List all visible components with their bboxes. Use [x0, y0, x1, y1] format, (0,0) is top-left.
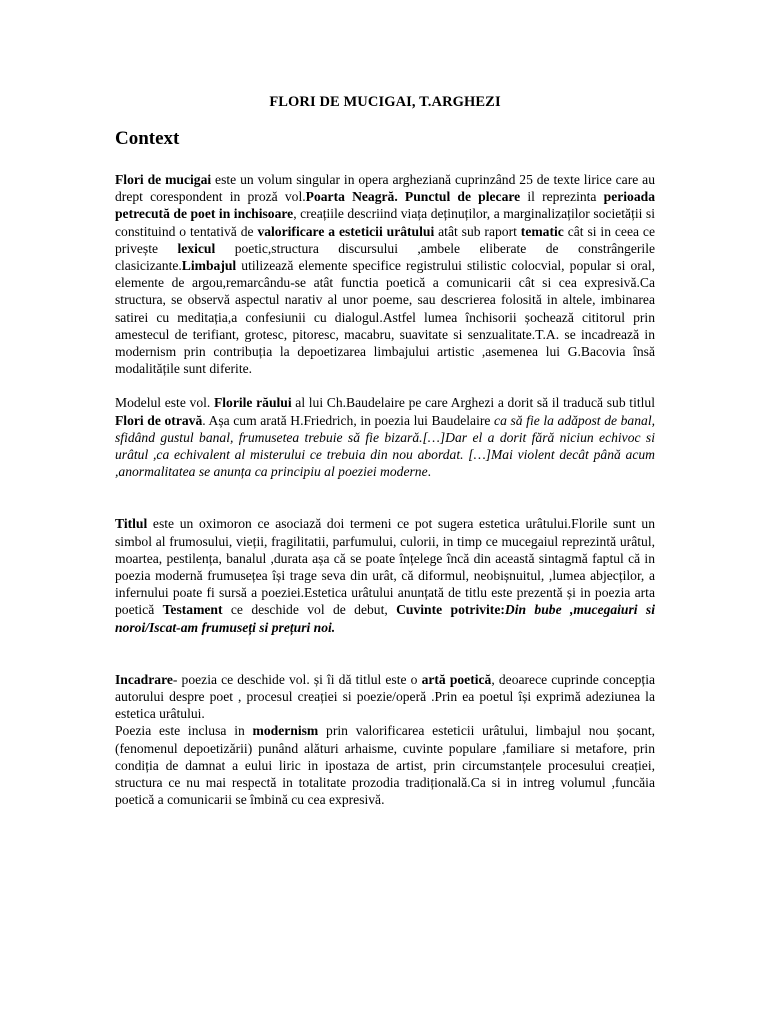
section-heading-context: Context: [115, 128, 180, 149]
text-run: ce deschide vol de debut,: [222, 602, 397, 618]
text-run: .: [427, 464, 432, 480]
paragraph-intro: [115, 171, 655, 377]
text-run-bold: Din bube ,mucegaiuri si noroi/Iscat-am frumuseți si prețuri noi.: [115, 602, 655, 635]
text-run-bold: perioada petrecută de poet in inchisoare: [115, 189, 655, 222]
text-run: . Așa cum arată H.Friedrich, in poezia lui Baudelaire: [202, 412, 495, 428]
text-run-bold: lexicul: [177, 240, 216, 256]
text-run: este un oximoron ce asociază doi termeni ce pot sugera estetica urâtului.Florile sunt un simbol al frumosului, vieții, fragilitatii, parfumului, culorii, in timp ce mucegaiul reprezintă urâtul, moartea, pestilența, banalul ,durata așa că se poate înțelege încă din această sintagmă faptul că in poezia modernă frumusețea își trage seva din urât, că diformul, neobișnuitul, ,lumea abjecților, a infernului poate fi sursă a poeziei.Estetica urâtului anunțată de titlu este prezentă și in poezia arta poetică: [115, 516, 655, 618]
text-run: il reprezinta: [520, 189, 604, 205]
text-run-bold: artă poetică: [421, 671, 492, 687]
text-run: Modelul este vol.: [115, 395, 214, 411]
text-run-italic: ca să fie la adăpost de banal, sfidând gustul banal, frumusetea trebuie să fie bizară.[…]Dar el a dorit fără niciun echivoc si urâtul ,ca echivalent al misterului ce trebuia din nou abordat. […]Mai violent decât până acum ,anormalitatea se anunța ca principiu al poeziei moderne: [115, 412, 655, 480]
text-run-bold: Limbajul: [181, 258, 237, 274]
text-run-bold: modernism: [252, 723, 319, 739]
paragraph-modernism: [115, 722, 655, 808]
text-run: cât si in ceea ce privește: [115, 223, 655, 256]
text-run-bold: valorificare a esteticii urâtului: [257, 223, 435, 239]
text-run: , creațiile descriind viața deținuților, a marginalizaților societății si constituind o tentativă de: [115, 206, 655, 239]
text-run: este un volum singular in opera argheziană cuprinzând 25 de texte lirice care au drept corespondent in proză vol.: [115, 172, 655, 205]
text-run-bold: Flori de otravă: [115, 412, 203, 428]
paragraph-model: [115, 394, 655, 480]
text-run-bold: Incadrare: [115, 671, 173, 687]
text-run: atât sub raport: [434, 223, 521, 239]
text-run: prin valorificarea esteticii urâtului, limbajul nou șocant, (fenomenul depoetizării) punând alături arhaisme, cuvinte populare ,familiare si metafore, prin condiția de damnat a eului liric in ipostaza de artist, prin circumstanțele procesului creației, structura ce nu mai respectă in totalitate prozodia tradițională.Ca si in intreg volumul ,funcăia poetică a comunicarii se îmbină cu cea expresivă.: [115, 723, 656, 808]
text-run-bold: Poarta Neagră. Punctul de plecare: [305, 189, 521, 205]
text-run: utilizează elemente specifice registrului stilistic colocvial, popular si oral, elemente de argou,remarcându-se atât functia poetică a comunicarii cât si cea expresivă.Ca structura, se observă aspectul narativ al unor poeme, sau descrierea folosită in altele, imbinarea satirei cu meditația,a confesiunii cu dialogul.Astfel lumea închisorii șochează cititorul prin amestecul de terifiant, grotesc, pitoresc, macabru, suavitate si senzualitate.T.A. se incadrează in modernism prin contribuția la depoetizarea limbajului artistic ,asemenea lui G.Bacovia însă modalitățile sunt diferite.: [115, 258, 655, 377]
text-run-bold: Cuvinte potrivite:: [396, 602, 505, 618]
text-run: Poezia este inclusa in: [115, 723, 253, 739]
text-run-bold: Testament: [162, 602, 223, 618]
text-run: - poezia ce deschide vol. și îi dă titlul este o: [172, 671, 422, 687]
text-run-bold: tematic: [520, 223, 564, 239]
text-run-bold: Florile răului: [213, 395, 292, 411]
paragraph-incadrare: [115, 671, 655, 723]
text-run-bold: Flori de mucigai: [115, 172, 212, 187]
text-run: , deoarece cuprinde concepția autorului despre poet , procesul creației si poezie/operă .Prin ea poetul își exprimă adeziunea la estetica urâtului.: [115, 671, 656, 722]
text-run-bold: Titlul: [115, 516, 148, 532]
text-run: poetic,structura discursului ,ambele eliberate de constrângerile clasicizante.: [115, 240, 655, 274]
text-run: al lui Ch.Baudelaire pe care Arghezi a dorit să il traducă sub titlul: [291, 395, 655, 411]
document-title: FLORI DE MUCIGAI, T.ARGHEZI: [269, 94, 501, 110]
paragraph-title: [115, 515, 655, 635]
